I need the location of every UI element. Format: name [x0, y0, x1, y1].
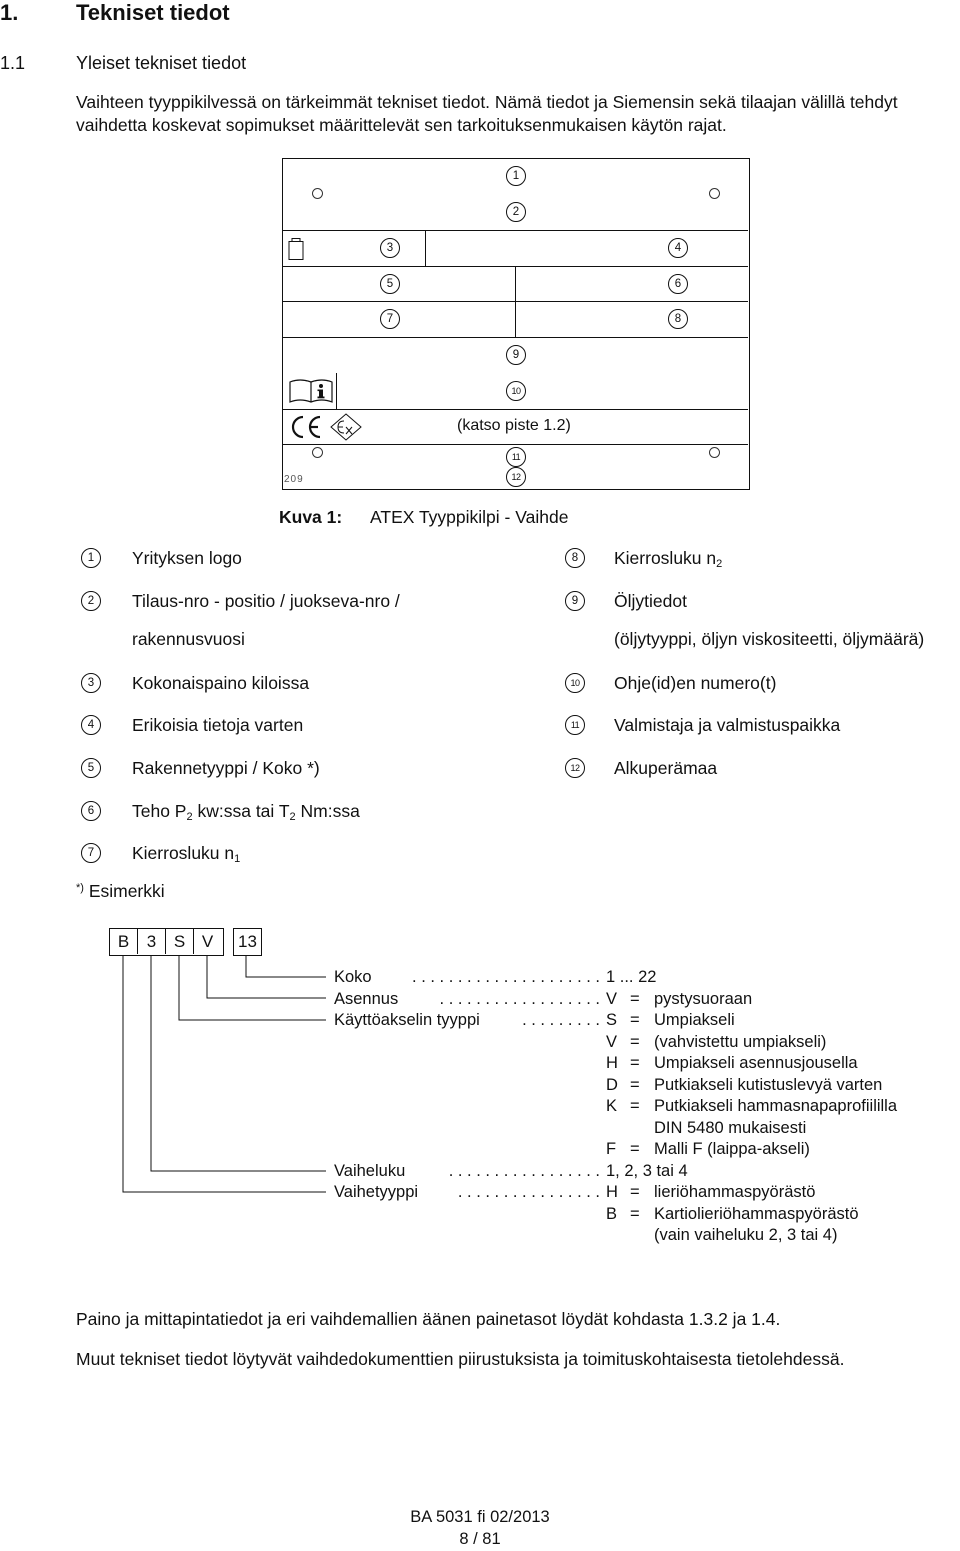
legend-text-8: Kierrosluku $n_2$: [614, 548, 723, 570]
legend-marker-8: 8: [565, 548, 585, 568]
example-row-label: Koko: [334, 968, 372, 986]
plate-marker-7: 7: [380, 309, 400, 329]
example-row-label: Vaihetyyppi: [334, 1183, 419, 1201]
legend-marker-9: 9: [565, 591, 585, 611]
legend-text-12: Alkuperämaa: [614, 758, 718, 778]
legend-text-10: Ohje(id)en numero(t): [614, 673, 777, 693]
example-row: [334, 967, 934, 989]
example-row-value: (vahvistettu umpiakseli): [654, 1032, 827, 1051]
example-row-value: Putkiakseli kutistuslevyä varten: [654, 1075, 883, 1094]
example-row-value: (vain vaiheluku 2, 3 tai 4): [654, 1226, 838, 1244]
legend-marker-7: 7: [81, 843, 101, 863]
legend-text-6: Teho $P_2$ kw:ssa tai $T_2$ Nm:ssa: [132, 801, 360, 823]
example-row-dots: . . . . . . . . .: [522, 1011, 600, 1029]
example-row: [334, 1161, 934, 1183]
plate-marker-10: 10: [506, 381, 526, 401]
example-row: [334, 989, 934, 1011]
example-row-key: F: [606, 1140, 617, 1158]
legend-marker-11: 11: [565, 715, 585, 735]
legend-text-1: Yrityksen logo: [132, 548, 242, 568]
example-row: [334, 1204, 934, 1226]
plate-marker-2: 2: [506, 202, 526, 222]
legend-text-2: Tilaus-nro - positio / juokseva-nro /: [132, 591, 400, 611]
code-cell-2: 3: [146, 932, 157, 951]
code-cell-1: B: [117, 932, 130, 951]
example-row-value: Umpiakseli asennusjousella: [654, 1054, 858, 1072]
plate-marker-8: 8: [668, 309, 688, 329]
legend-text-5: Rakennetyyppi / Koko *): [132, 758, 320, 778]
example-row-value: Malli F (laippa-akseli): [654, 1140, 810, 1158]
example-table: [334, 967, 934, 1247]
example-row-eq: =: [630, 1204, 640, 1223]
footer-document-id: BA 5031 fi 02/2013: [410, 1508, 550, 1526]
legend-marker-12: 12: [565, 758, 585, 778]
example-row-eq: =: [630, 1140, 640, 1158]
example-row: [334, 1096, 934, 1118]
example-row-eq: =: [630, 1183, 640, 1201]
intro-line-2: vaihdetta koskevat sopimukset määrittelevät sen tarkoituksenmukaisen käytön rajat.: [76, 115, 727, 135]
example-row: [334, 1010, 934, 1032]
example-row-dots: . . . . . . . . . . . . . . . . .: [448, 1161, 600, 1180]
example-row-key: V: [606, 989, 618, 1008]
footnote: *) Esimerkki: [76, 881, 165, 901]
example-row-label: Käyttöakselin tyyppi: [334, 1011, 480, 1029]
legend-marker-4: 4: [81, 715, 101, 735]
example-row: [334, 1053, 934, 1075]
example-row-label: Vaiheluku: [334, 1161, 406, 1180]
example-row-value: DIN 5480 mukaisesti: [654, 1118, 807, 1137]
legend-text-4: Erikoisia tietoja varten: [132, 715, 304, 735]
example-row-key: 1 ... 22: [606, 968, 657, 986]
example-row: [334, 1075, 934, 1097]
example-row-eq: =: [630, 1075, 640, 1094]
figure-caption-text: ATEX Tyyppikilpi - Vaihde: [370, 507, 569, 527]
example-row-dots: . . . . . . . . . . . . . . . . . .: [439, 989, 600, 1008]
example-row-key: K: [606, 1097, 618, 1115]
example-row-key: H: [606, 1183, 618, 1201]
example-row: [334, 1225, 934, 1247]
plate-code: 209: [284, 474, 304, 485]
plate-marker-3: 3: [380, 238, 400, 258]
example-row-key: B: [606, 1204, 618, 1223]
section-number: 1.: [0, 0, 19, 25]
legend-text-2b: rakennusvuosi: [132, 629, 245, 649]
legend-marker-1: 1: [81, 548, 101, 568]
plate-marker-5: 5: [380, 274, 400, 294]
note-2: Muut tekniset tiedot löytyvät vaihdedokumenttien piirustuksista ja toimituskohtaisesta tietolehdessä.: [76, 1349, 845, 1369]
example-row-value: Kartiolieriöhammaspyörästö: [654, 1204, 859, 1223]
example-row-value: lieriöhammaspyörästö: [654, 1183, 816, 1201]
example-row-eq: =: [630, 989, 640, 1008]
footer-page-number: 8 / 81: [459, 1530, 501, 1548]
example-row: [334, 1118, 934, 1140]
legend-text-11: Valmistaja ja valmistuspaikka: [614, 715, 841, 735]
example-row-key: V: [606, 1032, 618, 1051]
example-row-value: pystysuoraan: [654, 989, 753, 1008]
plate-marker-11: 11: [506, 447, 526, 467]
example-row-key: H: [606, 1054, 618, 1072]
plate-marker-12: 12: [506, 467, 526, 487]
example-row-dots: . . . . . . . . . . . . . . . . . . . . .: [412, 968, 600, 986]
example-row-eq: =: [630, 1032, 640, 1051]
legend-text-9b: (öljytyyppi, öljyn viskositeetti, öljymäärä): [614, 629, 925, 649]
example-row-value: Putkiakseli hammasnapaprofiililla: [654, 1097, 898, 1115]
code-cell-3: S: [173, 932, 186, 951]
code-cell-4: V: [201, 932, 214, 951]
subsection-title: Yleiset tekniset tiedot: [76, 53, 247, 73]
example-row: [334, 1139, 934, 1161]
example-row-key: 1, 2, 3 tai 4: [606, 1161, 688, 1180]
code-cell-5: 13: [238, 932, 257, 951]
plate-marker-9: 9: [506, 345, 526, 365]
plate-reference: (katso piste 1.2): [457, 417, 571, 434]
example-row-eq: =: [630, 1054, 640, 1072]
legend-text-7: Kierrosluku $n_1$: [132, 843, 241, 865]
plate-marker-1: 1: [506, 166, 526, 186]
example-row: [334, 1182, 934, 1204]
section-title: Tekniset tiedot: [76, 0, 230, 25]
example-row-eq: =: [630, 1097, 640, 1115]
legend-marker-2: 2: [81, 591, 101, 611]
legend-marker-3: 3: [81, 673, 101, 693]
legend-marker-5: 5: [81, 758, 101, 778]
example-row-dots: . . . . . . . . . . . . . . . .: [457, 1183, 600, 1201]
example-row-label: Asennus: [334, 989, 399, 1008]
legend-text-9: Öljytiedot: [614, 591, 687, 611]
legend-text-3: Kokonaispaino kiloissa: [132, 673, 310, 693]
figure-caption-label: Kuva 1:: [279, 507, 343, 527]
example-row-key: S: [606, 1011, 618, 1029]
legend-marker-6: 6: [81, 801, 101, 821]
example-row: [334, 1032, 934, 1054]
note-1: Paino ja mittapintatiedot ja eri vaihdemallien äänen painetasot löydät kohdasta 1.3.2 ja 1.4.: [76, 1309, 781, 1329]
example-row-eq: =: [630, 1011, 640, 1029]
example-row-value: Umpiakseli: [654, 1011, 735, 1029]
plate-marker-6: 6: [668, 274, 688, 294]
intro-line-1: Vaihteen tyyppikilvessä on tärkeimmät tekniset tiedot. Nämä tiedot ja Siemensin sekä tilaajan välillä tehdyt: [76, 92, 898, 112]
subsection-number: 1.1: [0, 53, 26, 73]
legend-marker-10: 10: [565, 673, 585, 693]
plate-marker-4: 4: [668, 238, 688, 258]
example-row-key: D: [606, 1075, 618, 1094]
